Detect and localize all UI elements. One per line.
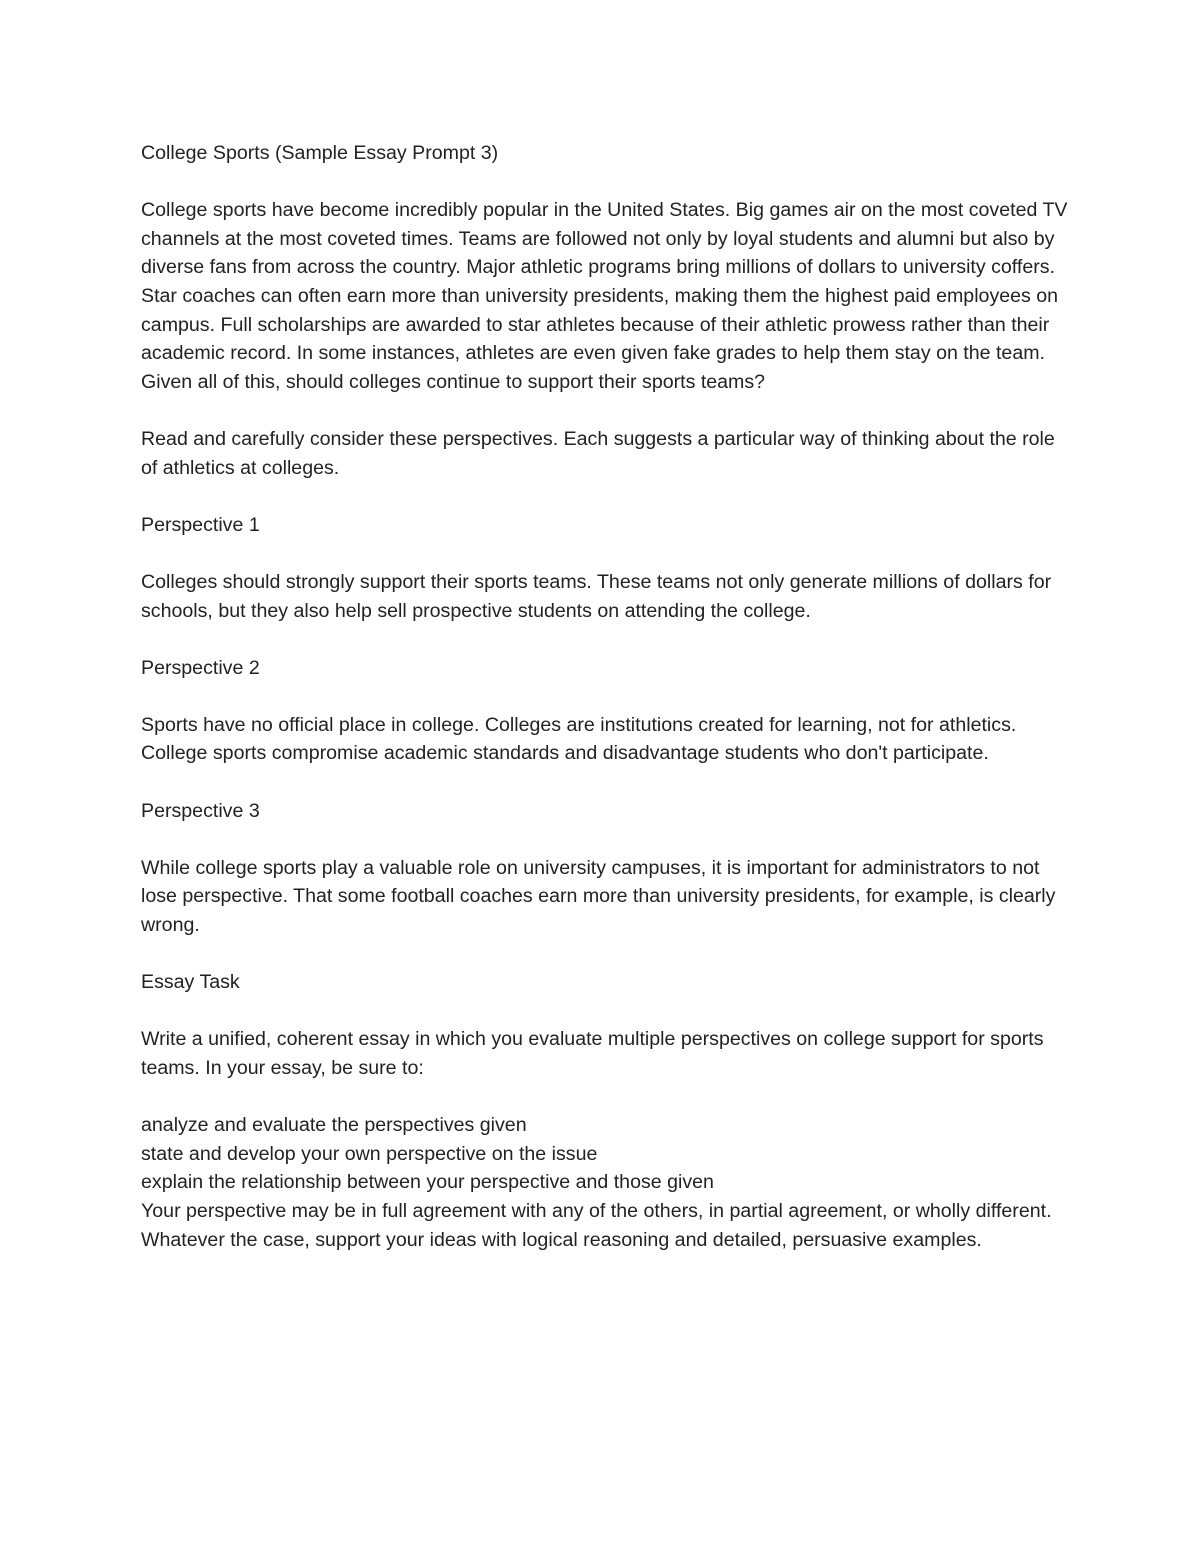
- perspective-2-text: Sports have no official place in college. Colleges are institutions created for learning, not for athletics. College sports compromise academic standards and disadvantage students who don't participate.: [141, 713, 1017, 765]
- intro-paragraph: College sports have become incredibly popular in the United States. Big games air on the most coveted TV channels at the most coveted times. Teams are followed not only by loyal students and alumni but also by diverse fans from across the country. Major athletic programs bring millions of dollars to university coffers. Star coaches can often earn more than university presidents, making them the highest paid employees on campus. Full scholarships are awarded to star athletes because of their athletic prowess rather than their academic record. In some instances, athletes are even given fake grades to help them stay on the team. Given all of this, should colleges continue to support their sports teams?: [141, 199, 1068, 393]
- essay-task-item: analyze and evaluate the perspectives given: [141, 1114, 527, 1137]
- perspective-3-text: While college sports play a valuable role on university campuses, it is important for administrators to not lose perspective. That some football coaches earn more than university presidents, for example, is clearly wrong.: [141, 856, 1056, 937]
- essay-task-text: Write a unified, coherent essay in which you evaluate multiple perspectives on college support for sports teams. In your essay, be sure to:: [141, 1028, 1044, 1079]
- essay-task-list: [141, 1111, 1071, 1254]
- essay-task-heading: Essay Task: [141, 971, 240, 994]
- essay-task-item: explain the relationship between your perspective and those given: [141, 1171, 714, 1194]
- perspective-2-heading: Perspective 2: [141, 656, 260, 679]
- perspective-3-heading: Perspective 3: [141, 799, 260, 822]
- document-page: [141, 139, 1071, 1254]
- perspective-1-heading: Perspective 1: [141, 513, 260, 536]
- instructions-paragraph: Read and carefully consider these perspectives. Each suggests a particular way of thinking about the role of athletics at colleges.: [141, 427, 1055, 479]
- document-title: College Sports (Sample Essay Prompt 3): [141, 142, 499, 164]
- essay-task-closing: Your perspective may be in full agreement with any of the others, in partial agreement, or wholly different. Whatever the case, support your ideas with logical reasoning and detailed, persuasive examples.: [141, 1199, 1052, 1251]
- essay-task-item: state and develop your own perspective on the issue: [141, 1142, 598, 1165]
- perspective-1-text: Colleges should strongly support their sports teams. These teams not only generate millions of dollars for schools, but they also help sell prospective students on attending the college.: [141, 570, 1052, 622]
